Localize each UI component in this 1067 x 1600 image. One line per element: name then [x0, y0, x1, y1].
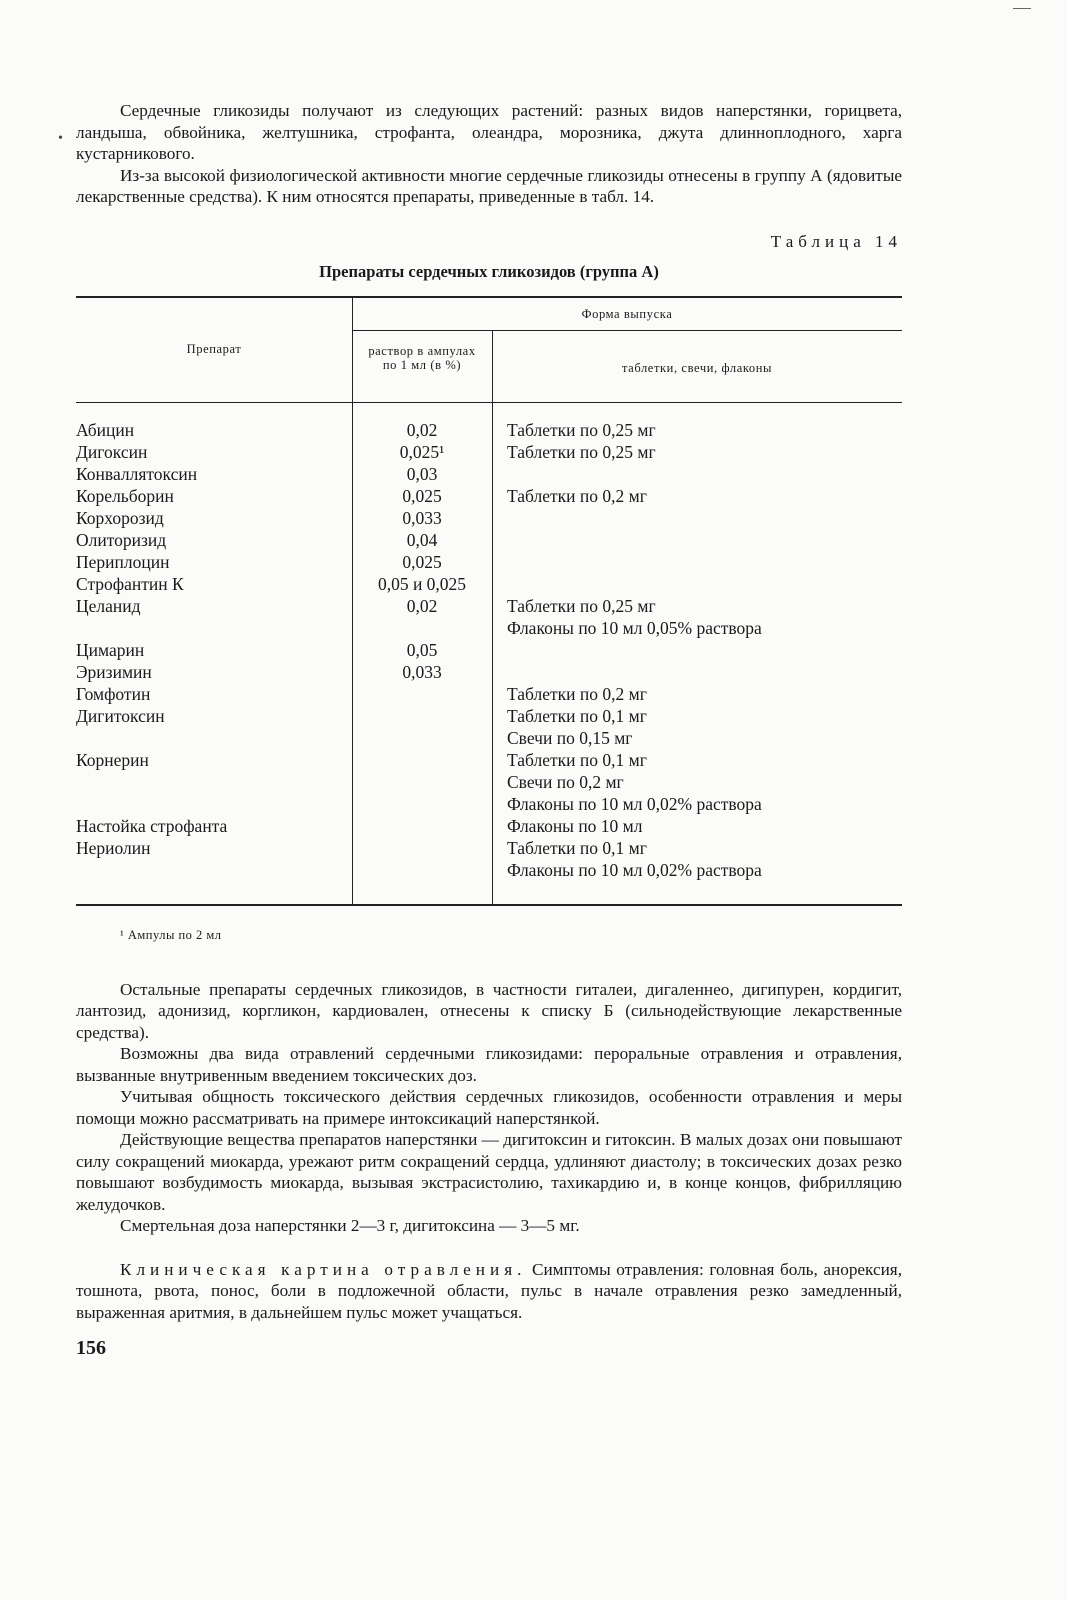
form-line: Таблетки по 0,25 мг — [507, 419, 656, 440]
form-line: Свечи по 0,2 мг — [507, 771, 624, 792]
drug-name: Конваллятоксин — [76, 463, 198, 484]
body-paragraph-4: Действующие вещества препаратов наперстянки — дигитоксин и гитоксин. В малых дозах они повышают силу сокращений миокарда, урежают ритм сокращений сердца, удлиняют диастолу; в токсических дозах резко повышают возбудимость миокарда, вызывая экстрасистолию, тахикардию и, в конце концов, фибрилляцию желудочков. — [76, 1130, 902, 1214]
header-bottom-line — [76, 402, 902, 403]
form-line: Таблетки по 0,2 мг — [507, 485, 647, 506]
drug-name: Олиторизид — [76, 529, 167, 550]
drug-name: Настойка строфанта — [76, 815, 228, 836]
margin-bullet: • — [58, 131, 63, 146]
drug-name: Цимарин — [76, 639, 145, 660]
form-line: Таблетки по 0,1 мг — [507, 837, 647, 858]
other-forms — [507, 837, 762, 881]
form-line: Флаконы по 10 мл 0,05% раствора — [507, 617, 762, 638]
other-forms — [507, 705, 647, 749]
preparations-table — [76, 296, 902, 906]
ampoule-solution: 0,033 — [402, 661, 442, 682]
page-number: 156 — [76, 1337, 106, 1359]
ampoule-solution: 0,02 — [406, 595, 438, 616]
ampoule-solution: 0,05 — [406, 639, 438, 660]
header-other: таблетки, свечи, флаконы — [621, 360, 773, 375]
ampoule-solution: 0,025 — [402, 551, 442, 572]
other-forms — [507, 485, 647, 507]
drug-name: Корнерин — [76, 749, 149, 770]
form-line: Таблетки по 0,1 мг — [507, 749, 647, 770]
body-paragraph-2: Возможны два вида отравлений сердечными гликозидами: пероральные отравления и отравления, вызванные внутривенным введением токсических доз. — [76, 1044, 902, 1085]
header-subline — [352, 330, 902, 331]
ampoule-solution: 0,03 — [406, 463, 438, 484]
drug-name: Строфантин К — [76, 573, 184, 594]
other-forms — [507, 419, 656, 441]
form-line: Флаконы по 10 мл — [507, 815, 643, 836]
header-form: Форма выпуска — [581, 306, 673, 321]
body-paragraph-1: Остальные препараты сердечных гликозидов, в частности гиталеи, дигаленнео, дигипурен, кордигит, лантозид, адонизид, коргликон, кардиовален, отнесены к списку Б (сильнодействующие лекарственные средства). — [76, 979, 902, 1042]
other-forms — [507, 441, 656, 463]
table-footnote: ¹ Ампулы по 2 мл — [120, 927, 222, 942]
drug-name: Корхорозид — [76, 507, 164, 528]
other-forms — [507, 683, 647, 705]
form-line: Таблетки по 0,2 мг — [507, 683, 647, 704]
drug-name: Целанид — [76, 595, 141, 616]
form-line: Таблетки по 0,1 мг — [507, 705, 647, 726]
ampoule-solution: 0,025 — [402, 485, 442, 506]
drug-name: Нериолин — [76, 837, 151, 858]
margin-dash — [1013, 8, 1031, 9]
ampoule-solution: 0,05 и 0,025 — [377, 573, 467, 594]
table-label: Таблица 14 — [770, 231, 902, 251]
drug-name: Эризимин — [76, 661, 152, 682]
body-paragraph-3: Учитывая общность токсического действия сердечных гликозидов, особенности отравления и меры помощи можно рассматривать на примере интоксикаций наперстянкой. — [76, 1087, 902, 1128]
form-line: Таблетки по 0,25 мг — [507, 441, 656, 462]
column-divider-2 — [492, 330, 493, 904]
body-paragraph-5: Смертельная доза наперстянки 2—3 г, дигитоксина — 3—5 мг. — [120, 1216, 580, 1235]
other-forms — [507, 595, 762, 639]
form-line: Таблетки по 0,25 мг — [507, 595, 656, 616]
clinical-heading: Клиническая картина отравления. — [120, 1259, 527, 1279]
drug-name: Дигитоксин — [76, 705, 165, 726]
table-title: Препараты сердечных гликозидов (группа А) — [319, 261, 659, 281]
intro-paragraph-1: Сердечные гликозиды получают из следующих растений: разных видов наперстянки, горицвета, ландыша, обвойника, желтушника, строфанта, олеандра, морозника, джута длинноплодного, харга кустарникового. — [76, 101, 902, 163]
ampoule-solution: 0,04 — [406, 529, 438, 550]
other-forms — [507, 749, 762, 815]
ampoule-solution: 0,033 — [402, 507, 442, 528]
drug-name: Дигоксин — [76, 441, 148, 462]
ampoule-solution: 0,025¹ — [399, 441, 445, 462]
ampoule-solution: 0,02 — [406, 419, 438, 440]
drug-name: Периплоцин — [76, 551, 170, 572]
form-line: Свечи по 0,15 мг — [507, 727, 633, 748]
page-content — [76, 100, 902, 1360]
clinical-paragraph — [76, 1259, 902, 1324]
drug-name: Гомфотин — [76, 683, 151, 704]
form-line: Флаконы по 10 мл 0,02% раствора — [507, 793, 762, 814]
clinical-text: Симптомы отравления: головная боль, анорексия, тошнота, рвота, понос, боли в подложечной области, пульс в начале отравления резко замедленный, выраженная аритмия, в дальнейшем пульс может учащаться. — [76, 1259, 902, 1322]
drug-name: Абицин — [76, 419, 135, 440]
header-drug: Препарат — [186, 341, 242, 356]
drug-name: Корельборин — [76, 485, 174, 506]
other-forms — [507, 815, 643, 837]
header-solution: раствор в ампулах по 1 мл (в %) — [368, 343, 476, 372]
intro-paragraph-2: Из-за высокой физиологической активности многие сердечные гликозиды отнесены в группу А (ядовитые лекарственные средства). К ним относятся препараты, приведенные в табл. 14. — [76, 165, 902, 206]
form-line: Флаконы по 10 мл 0,02% раствора — [507, 859, 762, 880]
